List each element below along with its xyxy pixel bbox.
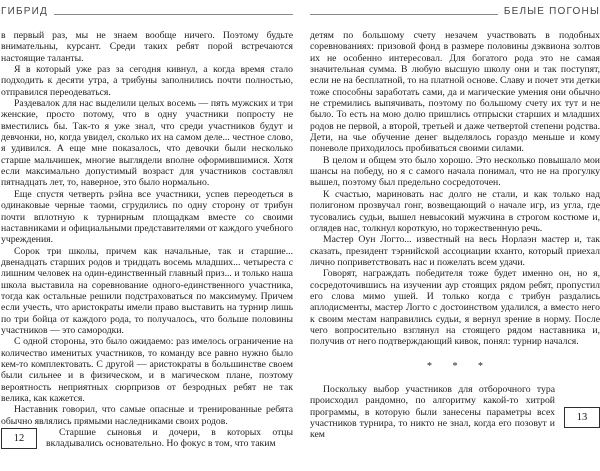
paragraph-text: Старшие сыновья и дочери, в которых отцы вкладывались основательно. Но фокус в том, что таким bbox=[46, 427, 293, 450]
paragraph: Говорят, награждать победителя тоже будет именно он, но я, сосредоточившись на изучении аур стоящих рядом ребят, пропустил его слова мимо ушей. И только когда с трибун раздались аплодисменты, мастер Логто с достоинством удалился, а вместо него к своим местам направились судьи, я вернул зрение в норму. После чего вопросительно взглянул на стоящего рядом наставника и, получив от него подтверждающий кивок, понял: турнир начался. bbox=[310, 268, 600, 348]
paragraph: С одной стороны, это было ожидаемо: раз имелось ограничение на количество именитых участников, то команду все равно нужно было кем-то комплектовать. С другой — аристократы в большинстве своем были сильнее и в физическом, и в магическом плане, поэтому вероятность неприятных сюрпризов от безродных ребят не так велика, как кажется. bbox=[1, 336, 293, 404]
paragraph bbox=[310, 384, 600, 441]
paragraph: Наставник говорил, что самые опасные и тренированные ребята обычно являлись прямыми наследниками своих родов. bbox=[1, 404, 293, 427]
right-page-body bbox=[310, 30, 600, 441]
paragraph: в первый раз, мы не знаем вообще ничего. Поэтому будьте внимательны, курсант. Среди таких ребят порой встречаются настоящие таланты. bbox=[1, 30, 293, 64]
right-header-rule bbox=[310, 14, 498, 15]
paragraph: детям по большому счету незачем участвовать в подобных соревнованиях: призовой фонд в размере половины дэквиона золтов их не особенно интересовал. Для богатого рода это не самая значительная сумма. В любую высшую школу они и так поступят, если не на бесплатной, то на платной основе. Славу и почет эти детки тоже способны заработать сами, да и магические умения они обычно не стремились выпячивать, поэтому по большому счету их тут и не было. То есть на мою долю пришлись отпрыски старших и младших родов не первой, а второй, третьей и даже четвертой степени родства. Дети, на чье обучение денег выделялось гораздо меньше и кому поневоле приходилось пробиваться своими силами. bbox=[310, 30, 600, 155]
paragraph: Раздевалок для нас выделили целых восемь — пять мужских и три женские, просто потому, что в одну участники попросту не вместились бы. Так-то я уже знал, что среди участников будут и девчонки, но, когда увидел, сколько их на самом деле... честное слово, я удивился. А еще мне показалось, что девочки были несколько старше мальчишек, многие выглядели вполне оформившимися. Хотя если максимально допустимый возраст для участников составлял пятнадцать лет, то, наверное, это было нормально. bbox=[1, 98, 293, 189]
left-page bbox=[1, 4, 293, 450]
right-page bbox=[310, 4, 600, 441]
page-number-left: 12 bbox=[1, 428, 37, 449]
left-page-body bbox=[1, 30, 293, 450]
page-number-right: 13 bbox=[564, 407, 600, 428]
paragraph-text: Поскольку выбор участников для отборочного тура происходил рандомно, по алгоритму какой-то хитрой программы, в которую были занесены параметры всех участников турнира, то никто не знал, когда его позовут и кем bbox=[310, 383, 555, 441]
paragraph: В целом и общем это было хорошо. Это несколько повышало мои шансы на победу, но я с самого начала понимал, что не на прогулку вышел, поэтому был предельно сосредоточен. bbox=[310, 154, 600, 189]
right-page-title: БЕЛЫЕ ПОГОНЫ bbox=[503, 6, 600, 17]
left-running-head bbox=[1, 4, 293, 17]
paragraph: Сорок три школы, причем как начальные, так и старшие... двенадцать старших родов и тридцать восемь младших... четыреста с лишним человек на один-единственный главный приз... и только наша школа выставила на соревнование одного-единственного участника, тогда как остальные решили подстраховаться по максимуму. Причем если учесть, что аристократы имели право выставить на турнир лишь по три бойца от каждого рода, то получалось, что больше половины участников — это самородки. bbox=[1, 245, 293, 336]
scene-separator: * * * bbox=[427, 360, 483, 372]
paragraph: Еще спустя четверть рэйна все участники, успев переодеться в одинаковые черные таоми, сгрудились по одну сторону от трибун почти вплотную к турнирным площадкам вместе со своими наставниками и официальными представителями от каждого учебного учреждения. bbox=[1, 188, 293, 246]
paragraph bbox=[1, 427, 293, 450]
right-running-head bbox=[310, 4, 600, 17]
paragraph: Мастер Оун Логто... известный на весь Норлаэн мастер и, так сказать, президент тэрнийской ассоциации кханто, который приехал лично поприветствовать нас и пожелать всем удачи. bbox=[310, 234, 600, 268]
left-page-title: ГИБРИД bbox=[1, 6, 48, 17]
paragraph: К счастью, мариновать нас долго не стали, и как только над полигоном прозвучал гонг, возвещающий о начале игр, из угла, где тусовались судьи, вышел невысокий мужчина в строгом костюме и, оглядев нас, толкнул короткую, но торжественную речь. bbox=[310, 188, 600, 234]
paragraph: Я в который уже раз за сегодня кивнул, а когда время стало подходить к десяти утра, а трибуны заполнились почти полностью, отправился переодеваться. bbox=[1, 64, 293, 98]
left-header-rule bbox=[54, 14, 293, 15]
